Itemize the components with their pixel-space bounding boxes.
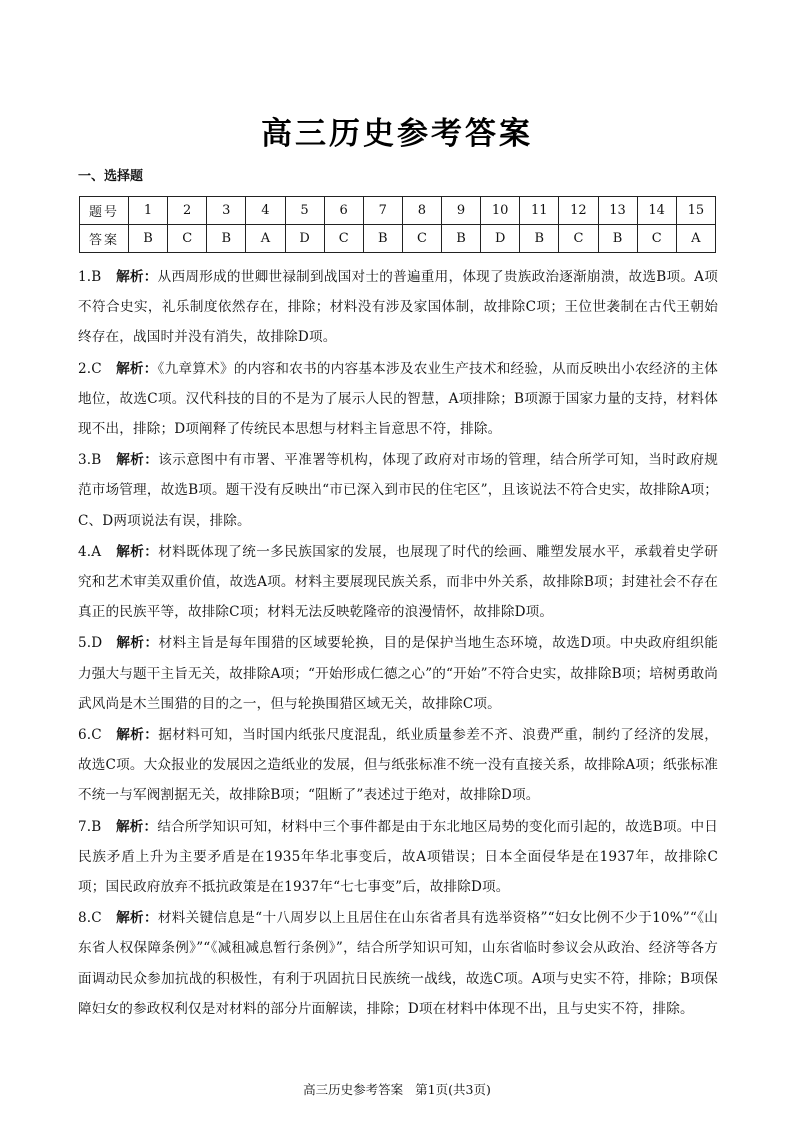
explanation-text: 据材料可知，当时国内纸张尺度混乱，纸业质量参差不齐、浪费严重，制约了经济的发展，故选C项。大众报业的发展因之造纸业的发展，但与纸张标准不统一没有直接关系，故排除A项；纸张标准不统一与军阀割据无关，故排除B项；“阻断了”表述过于绝对，故排除D项。 (78, 727, 719, 804)
question-number-cell: 13 (598, 197, 637, 225)
item-number: 3.B (78, 452, 102, 469)
page-title: 高三历史参考答案 (261, 116, 533, 152)
answer-cell: C (168, 225, 207, 253)
answer-cell: B (442, 225, 481, 253)
explanation-item (78, 812, 718, 903)
explanation-label: 解析： (116, 452, 159, 469)
explanation-text: 结合所学知识可知，材料中三个事件都是由于东北地区局势的变化而引起的，故选B项。中日民族矛盾上升为主要矛盾是在1935年华北事变后，故A项错误；日本全面侵华是在1937年，故排除C项；国民政府放弃不抵抗政策是在1937年“七七事变”后，故排除D项。 (78, 818, 718, 896)
question-number-cell: 5 (285, 197, 324, 225)
explanation-item (78, 537, 718, 628)
explanation-label: 解析： (116, 818, 158, 835)
answer-cell: C (637, 225, 676, 253)
explanation-item (78, 262, 718, 353)
question-number-cell: 11 (520, 197, 559, 225)
item-number: 1.B (78, 269, 102, 285)
answer-table (79, 196, 716, 253)
explanation-label: 解析： (116, 360, 158, 377)
question-number-cell: 7 (363, 197, 402, 225)
explanation-text: 从西周形成的世卿世禄制到战国对士的普遍重用，体现了贵族政治逐渐崩溃，故选B项。A项不符合史实，礼乐制度依然存在，排除；材料没有涉及家国体制，故排除C项；王位世袭制在古代王朝始终存在，战国时并没有消失，故排除D项。 (78, 269, 718, 346)
question-number-cell: 8 (402, 197, 441, 225)
question-number-cell: 4 (246, 197, 285, 225)
explanation-text: 该示意图中有市署、平准署等机构，体现了政府对市场的管理，结合所学可知，当时政府规范市场管理，故选B项。题干没有反映出“市已深入到市民的住宅区”，且该说法不符合史实，故排除A项；C、D两项说法有误，排除。 (78, 452, 719, 529)
answer-header: 答案 (80, 225, 129, 253)
explanation-list (78, 262, 718, 1025)
question-number-cell: 14 (637, 197, 676, 225)
item-number: 6.C (78, 727, 102, 744)
footer-doc-title: 高三历史参考答案 (303, 1082, 404, 1097)
question-number-cell: 6 (324, 197, 363, 225)
answer-cell: B (363, 225, 402, 253)
explanation-label: 解析： (116, 910, 158, 927)
question-number-cell: 1 (129, 197, 168, 225)
question-number-cell: 15 (676, 197, 715, 225)
explanation-item (78, 445, 718, 536)
answer-cell: B (520, 225, 559, 253)
answer-cell: B (207, 225, 246, 253)
answer-cell: D (481, 225, 520, 253)
question-number-cell: 9 (442, 197, 481, 225)
explanation-label: 解析： (116, 727, 159, 744)
explanation-label: 解析： (116, 269, 158, 285)
item-number: 4.A (78, 543, 102, 560)
explanation-text: 材料关键信息是“十八周岁以上且居住在山东省者具有选举资格”“妇女比例不少于10%”“《山东省人权保障条例》”“《减租减息暂行条例》”，结合所学知识可知，山东省临时参议会从政治、经济等各方面调动民众参加抗战的积极性，有利于巩固抗日民族统一战线，故选C项。A项与史实不符，排除；B项保障妇女的参政权利仅是对材料的部分片面解读，排除；D项在材料中体现不出，且与史实不符，排除。 (78, 910, 719, 1017)
item-number: 7.B (78, 818, 102, 835)
explanation-label: 解析： (116, 543, 159, 560)
explanation-item (78, 354, 718, 445)
item-number: 8.C (78, 910, 102, 927)
answer-cell: A (246, 225, 285, 253)
explanation-text: 《九章算术》的内容和农书的内容基本涉及农业生产技术和经验，从而反映出小农经济的主体地位，故选C项。汉代科技的目的不是为了展示人民的智慧，A项排除；B项源于国家力量的支持，材料体现不出，排除；D项阐释了传统民本思想与材料主旨意思不符，排除。 (78, 360, 718, 438)
question-number-cell: 2 (168, 197, 207, 225)
answer-cell: C (324, 225, 363, 253)
section-heading: 一、选择题 (78, 169, 144, 184)
explanation-text: 材料主旨是每年围猎的区域要轮换，目的是保护当地生态环境，故选D项。中央政府组织能力强大与题干主旨无关，故排除A项；“开始形成仁德之心”的“开始”不符合史实，故排除B项；培树勇敢尚武风尚是木兰围猎的目的之一，但与轮换围猎区域无关，故排除C项。 (78, 635, 718, 712)
answer-cell: B (129, 225, 168, 253)
question-number-cell: 12 (559, 197, 598, 225)
question-number-row (80, 197, 716, 225)
explanation-item (78, 720, 718, 811)
page-footer (0, 1080, 794, 1098)
explanation-item (78, 903, 718, 1024)
answer-cell: D (285, 225, 324, 253)
explanation-label: 解析： (116, 635, 159, 652)
item-number: 5.D (78, 635, 103, 652)
question-number-cell: 3 (207, 197, 246, 225)
question-number-header: 题号 (80, 197, 129, 225)
answer-row (80, 225, 716, 253)
footer-page-number: 第1页(共3页) (415, 1082, 491, 1097)
answer-cell: C (402, 225, 441, 253)
answer-cell: C (559, 225, 598, 253)
question-number-cell: 10 (481, 197, 520, 225)
answer-cell: A (676, 225, 715, 253)
explanation-text: 材料既体现了统一多民族国家的发展，也展现了时代的绘画、雕塑发展水平，承载着史学研究和艺术审美双重价值，故选A项。材料主要展现民族关系，而非中外关系，故排除B项；封建社会不存在真正的民族平等，故排除C项；材料无法反映乾隆帝的浪漫情怀，故排除D项。 (78, 543, 719, 621)
answer-cell: B (598, 225, 637, 253)
explanation-item (78, 628, 718, 719)
item-number: 2.C (78, 360, 102, 377)
